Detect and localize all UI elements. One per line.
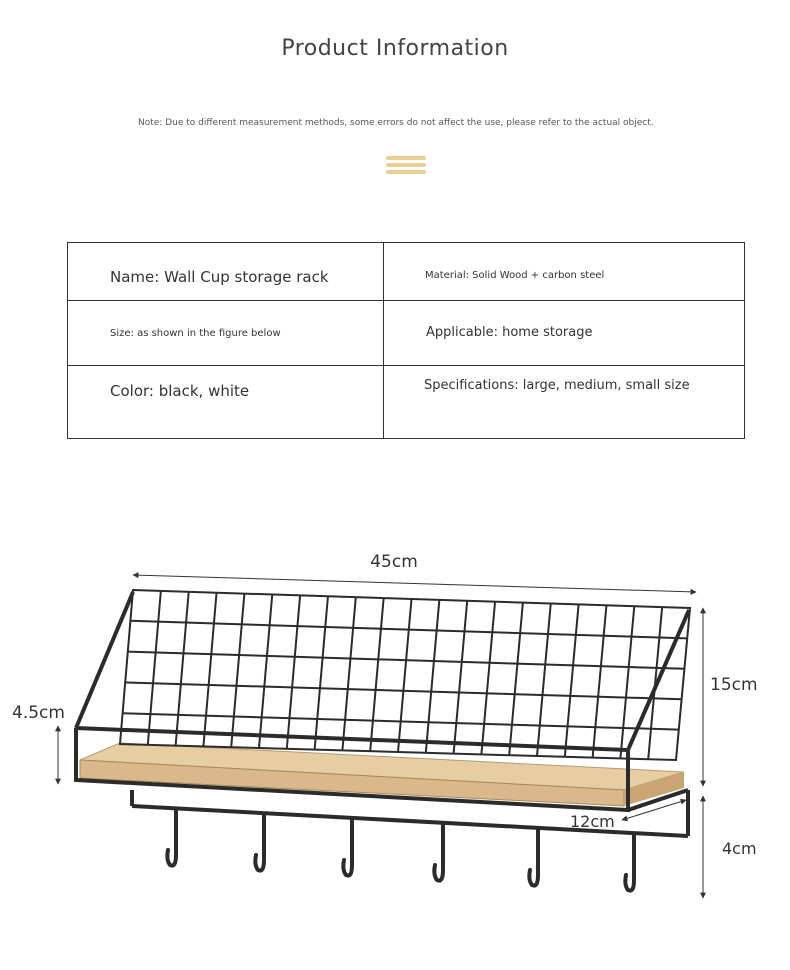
height-label: 15cm (710, 675, 758, 695)
spec-name: Name: Wall Cup storage rack (110, 268, 329, 286)
spec-size: Size: as shown in the figure below (110, 328, 281, 339)
hook (625, 835, 634, 891)
hook (343, 820, 352, 876)
spec-table (67, 242, 745, 439)
spec-color: Color: black, white (110, 382, 250, 400)
spec-specifications: Specifications: large, medium, small size (424, 378, 690, 393)
hook (434, 825, 443, 881)
spec-material: Material: Solid Wood + carbon steel (425, 270, 605, 281)
hook (255, 815, 264, 871)
width-dimension-arrow (133, 575, 696, 592)
divider-icon (386, 156, 426, 176)
rack-figure (0, 540, 790, 960)
lip-height-label: 4.5cm (12, 703, 65, 723)
page-title: Product Information (281, 36, 509, 61)
hook (167, 810, 176, 866)
width-label: 45cm (370, 552, 418, 572)
hook-length-label: 4cm (722, 839, 757, 858)
measurement-note: Note: Due to different measurement methods, some errors do not affect the use, please refer to the actual object. (138, 118, 654, 128)
spec-applicable: Applicable: home storage (426, 325, 593, 340)
hook (529, 830, 538, 886)
depth-label: 12cm (570, 812, 615, 831)
